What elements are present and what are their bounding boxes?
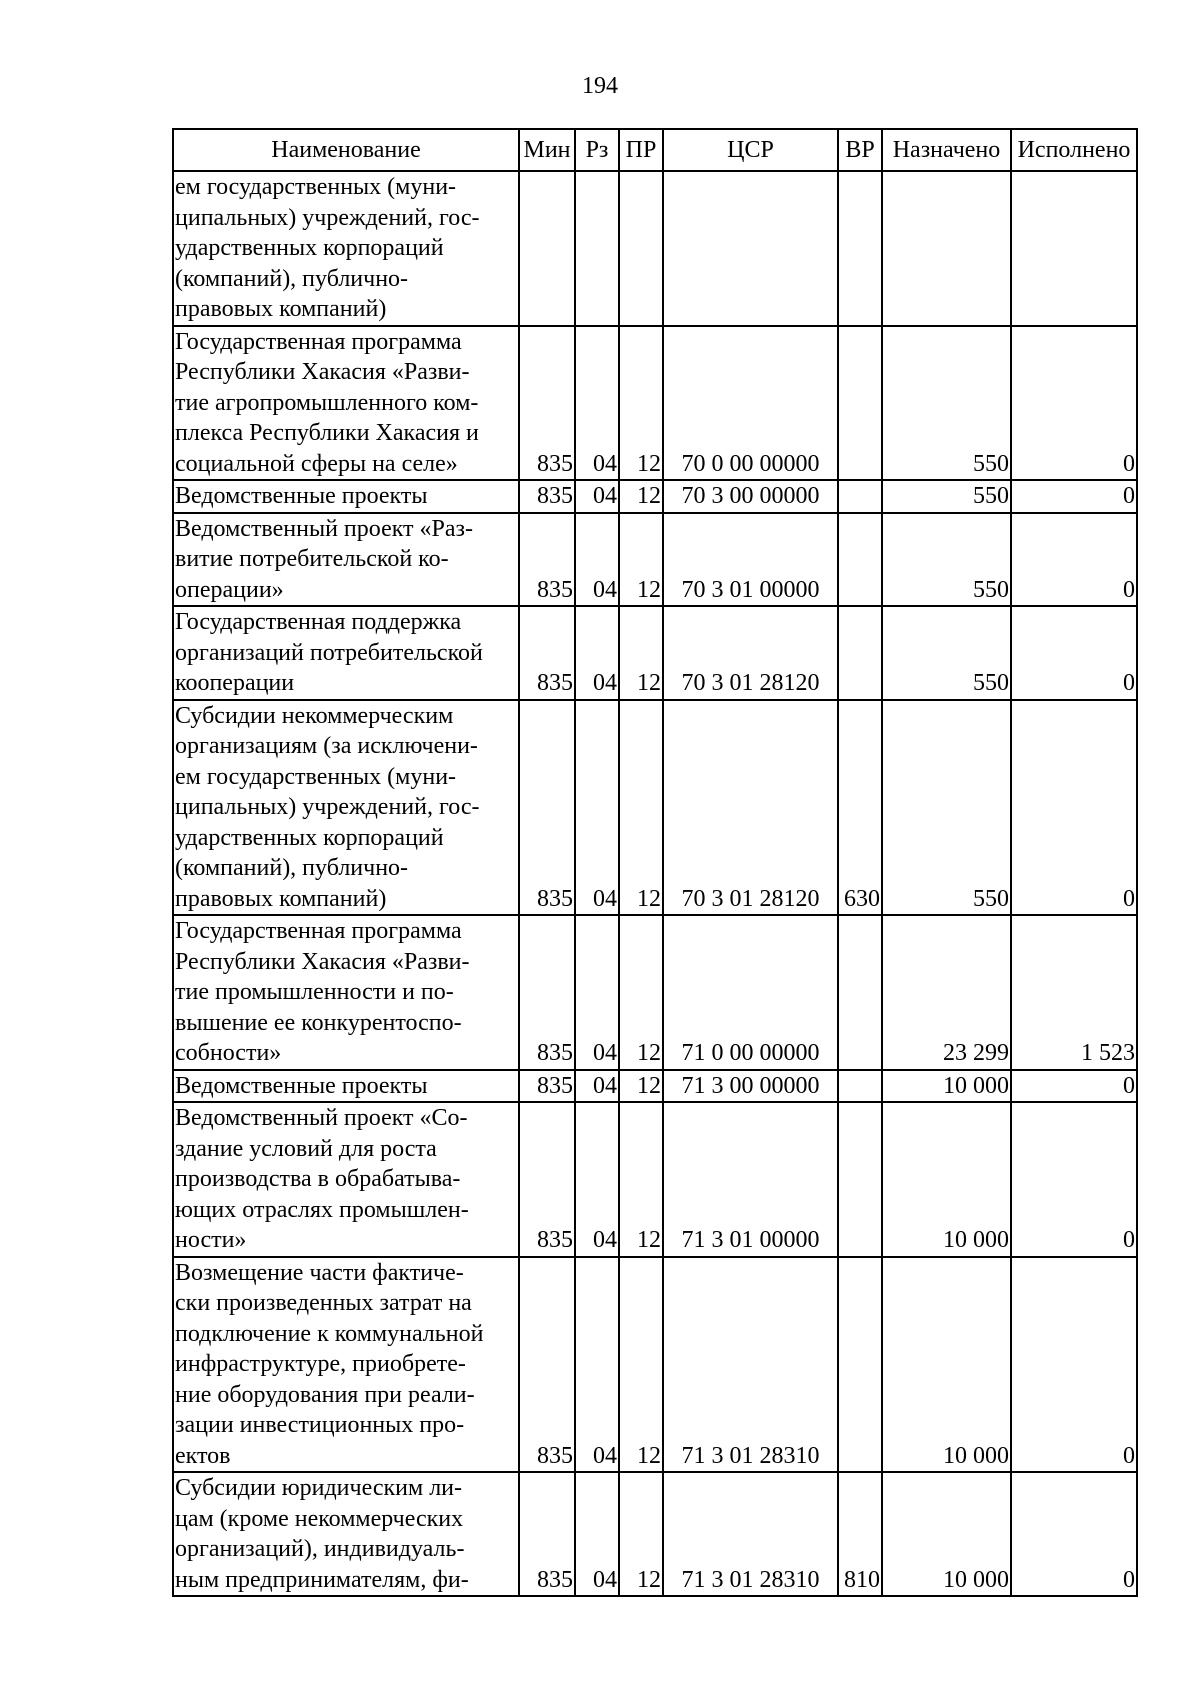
name-line: Ведомственные проекты <box>175 1072 428 1099</box>
cell-executed: 0 <box>1011 1070 1137 1103</box>
table-row <box>173 700 1137 916</box>
cell-csr: 70 3 01 28120 <box>663 606 838 700</box>
name-line: организаций потребительской <box>175 639 483 666</box>
header-pr: ПР <box>619 129 663 171</box>
page-number: 194 <box>582 73 618 99</box>
cell-vr <box>838 1257 882 1473</box>
name-line: правовых компаний) <box>175 296 387 322</box>
cell-assigned: 10 000 <box>882 1257 1011 1473</box>
name-line: плекса Республики Хакасия и <box>175 420 479 446</box>
cell-name <box>173 1070 519 1103</box>
cell-pr: 12 <box>619 513 663 607</box>
cell-min: 835 <box>519 1472 575 1596</box>
table-row <box>173 171 1137 326</box>
name-line: организаций), индивидуаль- <box>175 1536 465 1562</box>
table-row <box>173 915 1137 1070</box>
cell-executed: 0 <box>1011 513 1137 607</box>
cell-assigned: 550 <box>882 326 1011 481</box>
cell-executed: 0 <box>1011 326 1137 481</box>
cell-rz: 04 <box>575 480 619 513</box>
name-line: ударственных корпораций <box>175 235 444 261</box>
name-line: социальной сферы на селе» <box>175 450 458 477</box>
table-header-row <box>173 129 1137 171</box>
name-line: (компаний), публично- <box>175 265 409 292</box>
name-line: вышение ее конкурентоспо- <box>175 1009 462 1036</box>
cell-rz <box>575 171 619 326</box>
cell-rz: 04 <box>575 326 619 481</box>
header-csr: ЦСР <box>663 129 838 171</box>
name-line: тие промышленности и по- <box>175 979 454 1005</box>
header-min: Мин <box>519 129 575 171</box>
cell-executed <box>1011 171 1137 326</box>
table-row <box>173 326 1137 481</box>
cell-pr: 12 <box>619 915 663 1070</box>
cell-min: 835 <box>519 606 575 700</box>
table-row <box>173 1070 1137 1103</box>
name-line: Субсидии юридическим ли- <box>175 1475 463 1501</box>
name-line: правовых компаний) <box>175 885 387 912</box>
cell-executed: 0 <box>1011 606 1137 700</box>
name-line: Государственная программа <box>175 328 462 355</box>
cell-assigned: 550 <box>882 606 1011 700</box>
cell-rz: 04 <box>575 700 619 916</box>
cell-name <box>173 700 519 916</box>
cell-pr: 12 <box>619 480 663 513</box>
cell-min <box>519 171 575 326</box>
cell-executed: 0 <box>1011 1257 1137 1473</box>
cell-assigned: 10 000 <box>882 1472 1011 1596</box>
header-executed: Исполнено <box>1011 129 1137 171</box>
budget-table <box>172 128 1138 1597</box>
cell-executed: 1 523 <box>1011 915 1137 1070</box>
name-line: инфраструктуре, приобрете- <box>175 1351 466 1377</box>
name-line: ски произведенных затрат на <box>175 1290 472 1316</box>
name-line: ектов <box>175 1442 231 1469</box>
cell-name <box>173 1257 519 1473</box>
cell-executed: 0 <box>1011 1102 1137 1257</box>
header-vr: ВР <box>838 129 882 171</box>
header-assigned: Назначено <box>882 129 1011 171</box>
cell-assigned: 550 <box>882 480 1011 513</box>
cell-name <box>173 915 519 1070</box>
name-line: тие агропромышленного ком- <box>175 389 479 416</box>
cell-assigned: 550 <box>882 700 1011 916</box>
name-line: ем государственных (муни- <box>175 174 457 200</box>
cell-pr <box>619 171 663 326</box>
name-line: ципальных) учреждений, гос- <box>175 204 480 231</box>
cell-min: 835 <box>519 480 575 513</box>
cell-vr <box>838 513 882 607</box>
name-line: ударственных корпораций <box>175 824 444 851</box>
name-line: операции» <box>175 576 284 603</box>
cell-pr: 12 <box>619 1472 663 1596</box>
name-line: производства в обрабатыва- <box>175 1166 461 1192</box>
cell-min: 835 <box>519 513 575 607</box>
name-line: Ведомственный проект «Со- <box>175 1105 468 1131</box>
cell-rz: 04 <box>575 1070 619 1103</box>
cell-assigned: 10 000 <box>882 1102 1011 1257</box>
cell-name <box>173 326 519 481</box>
name-line: витие потребительской ко- <box>175 546 449 572</box>
cell-pr: 12 <box>619 700 663 916</box>
table-row <box>173 1472 1137 1596</box>
cell-min: 835 <box>519 1070 575 1103</box>
cell-csr: 70 3 01 00000 <box>663 513 838 607</box>
name-line: ципальных) учреждений, гос- <box>175 794 480 820</box>
cell-vr <box>838 171 882 326</box>
name-line: ние оборудования при реали- <box>175 1381 475 1408</box>
cell-vr <box>838 606 882 700</box>
name-line: подключение к коммунальной <box>175 1320 484 1347</box>
cell-assigned: 10 000 <box>882 1070 1011 1103</box>
cell-csr: 70 3 00 00000 <box>663 480 838 513</box>
cell-csr: 71 3 00 00000 <box>663 1070 838 1103</box>
table-row <box>173 513 1137 607</box>
cell-vr <box>838 1102 882 1257</box>
cell-vr <box>838 480 882 513</box>
cell-csr: 71 0 00 00000 <box>663 915 838 1070</box>
cell-vr: 810 <box>838 1472 882 1596</box>
name-line: ем государственных (муни- <box>175 763 457 790</box>
cell-pr: 12 <box>619 1102 663 1257</box>
cell-csr: 71 3 01 28310 <box>663 1472 838 1596</box>
cell-vr <box>838 1070 882 1103</box>
cell-csr: 70 0 00 00000 <box>663 326 838 481</box>
cell-pr: 12 <box>619 326 663 481</box>
name-line: Республики Хакасия «Разви- <box>175 948 470 975</box>
cell-name <box>173 606 519 700</box>
table-row <box>173 1257 1137 1473</box>
table-row <box>173 1102 1137 1257</box>
table-body <box>173 171 1137 1596</box>
cell-csr <box>663 171 838 326</box>
cell-rz: 04 <box>575 606 619 700</box>
name-line: Субсидии некоммерческим <box>175 702 454 729</box>
cell-assigned: 23 299 <box>882 915 1011 1070</box>
table-row <box>173 480 1137 513</box>
name-line: цам (кроме некоммерческих <box>175 1505 464 1532</box>
cell-executed: 0 <box>1011 700 1137 916</box>
cell-rz: 04 <box>575 513 619 607</box>
cell-name <box>173 1102 519 1257</box>
cell-rz: 04 <box>575 1257 619 1473</box>
header-rz: Рз <box>575 129 619 171</box>
cell-vr: 630 <box>838 700 882 916</box>
name-line: Государственная поддержка <box>175 609 462 635</box>
name-line: здание условий для роста <box>175 1135 437 1162</box>
cell-vr <box>838 326 882 481</box>
name-line: зации инвестиционных про- <box>175 1412 465 1438</box>
name-line: Государственная программа <box>175 918 462 944</box>
cell-vr <box>838 915 882 1070</box>
table-row <box>173 606 1137 700</box>
name-line: собности» <box>175 1040 282 1066</box>
header-name: Наименование <box>173 129 519 171</box>
cell-rz: 04 <box>575 1472 619 1596</box>
name-line: Республики Хакасия «Разви- <box>175 359 470 385</box>
name-line: ющих отраслях промышлен- <box>175 1196 469 1223</box>
cell-min: 835 <box>519 1257 575 1473</box>
name-line: кооперации <box>175 670 295 696</box>
name-line: организациям (за исключени- <box>175 733 478 759</box>
cell-min: 835 <box>519 1102 575 1257</box>
cell-assigned <box>882 171 1011 326</box>
name-line: ности» <box>175 1227 247 1253</box>
cell-name <box>173 171 519 326</box>
cell-csr: 71 3 01 00000 <box>663 1102 838 1257</box>
cell-rz: 04 <box>575 1102 619 1257</box>
cell-min: 835 <box>519 326 575 481</box>
cell-min: 835 <box>519 700 575 916</box>
cell-name <box>173 480 519 513</box>
cell-min: 835 <box>519 915 575 1070</box>
name-line: Ведомственный проект «Раз- <box>175 515 474 542</box>
cell-executed: 0 <box>1011 1472 1137 1596</box>
cell-executed: 0 <box>1011 480 1137 513</box>
name-line: ным предпринимателям, фи- <box>175 1566 469 1593</box>
cell-name <box>173 513 519 607</box>
name-line: Ведомственные проекты <box>175 483 428 509</box>
cell-csr: 70 3 01 28120 <box>663 700 838 916</box>
cell-pr: 12 <box>619 606 663 700</box>
cell-pr: 12 <box>619 1070 663 1103</box>
cell-name <box>173 1472 519 1596</box>
name-line: (компаний), публично- <box>175 855 409 881</box>
cell-csr: 71 3 01 28310 <box>663 1257 838 1473</box>
cell-rz: 04 <box>575 915 619 1070</box>
name-line: Возмещение части фактиче- <box>175 1259 464 1286</box>
cell-pr: 12 <box>619 1257 663 1473</box>
cell-assigned: 550 <box>882 513 1011 607</box>
